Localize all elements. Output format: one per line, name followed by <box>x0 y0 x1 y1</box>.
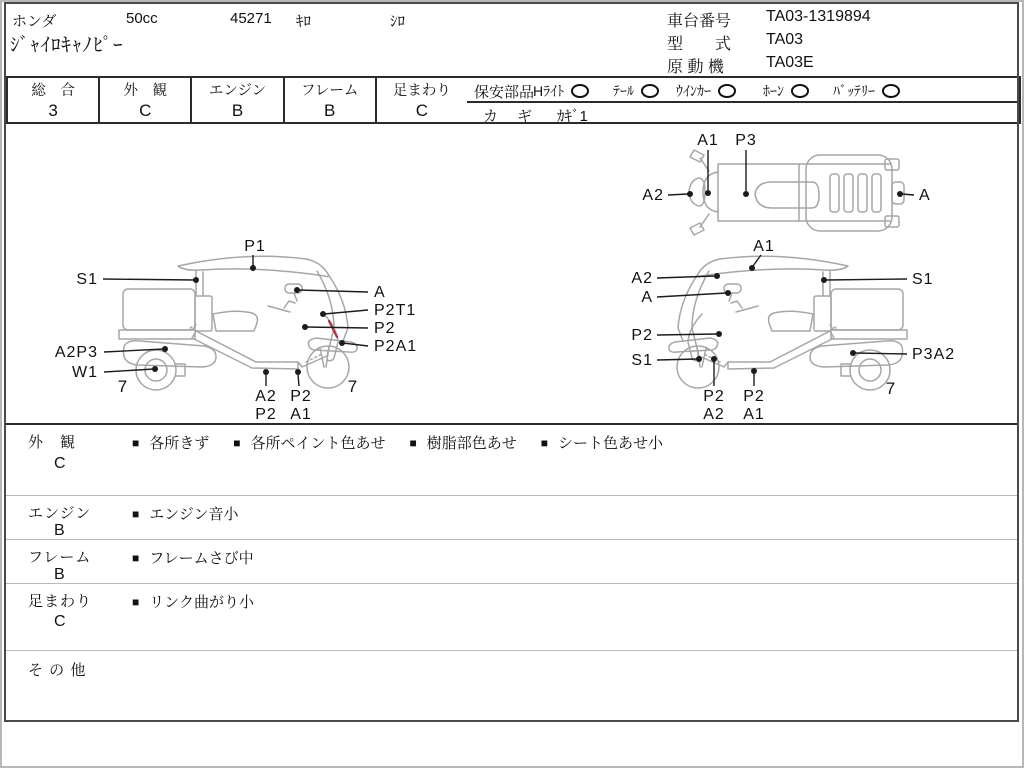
leader-dot <box>687 191 693 197</box>
leader-dot <box>751 368 757 374</box>
leader-dot <box>162 346 168 352</box>
damage-code-label: A2 <box>631 270 653 287</box>
engine-model-row <box>667 54 814 77</box>
safety-item-1 <box>613 81 659 101</box>
checked-square-icon: ■ <box>132 506 140 521</box>
rating-value: C <box>415 101 429 120</box>
leader-dot <box>821 277 827 283</box>
section-row-0 <box>6 423 1019 495</box>
damage-item <box>132 547 254 568</box>
chassis-number-label: 車台番号 <box>667 13 732 30</box>
rating-label: 総 合 <box>31 83 75 99</box>
displacement: 50cc <box>126 10 158 27</box>
damage-code-label: P2 <box>290 388 312 405</box>
top-view-labels <box>642 132 930 204</box>
leader-line <box>826 279 907 280</box>
maker-name: ホンダ <box>12 13 57 30</box>
safety-item-3 <box>763 81 809 101</box>
damage-code-label: P2 <box>374 320 396 337</box>
checked-square-icon: ■ <box>132 594 140 609</box>
damage-item <box>233 432 385 453</box>
checked-square-icon: ■ <box>409 435 417 450</box>
leader-dot <box>725 290 731 296</box>
damage-code-label: P3 <box>735 132 757 149</box>
damage-item-text: リンク曲がり小 <box>149 594 254 611</box>
damage-code-label: A <box>641 289 653 306</box>
section-grade: C <box>54 455 66 472</box>
damage-item-text: エンジン音小 <box>149 506 239 523</box>
ratings-table <box>6 76 469 124</box>
leader-line <box>657 276 715 278</box>
damage-code-label: P2T1 <box>374 302 417 319</box>
section-grade: C <box>54 613 66 630</box>
section-items <box>132 503 239 524</box>
ok-circle-icon <box>571 84 589 98</box>
damage-code-label: P2 <box>631 327 653 344</box>
mileage-unit: ｷﾛ <box>296 13 312 30</box>
leader-line <box>657 293 726 297</box>
damage-code-label: W1 <box>72 364 98 381</box>
leader-dot <box>850 350 856 356</box>
leader-dot <box>263 369 269 375</box>
condition-sections <box>6 423 1019 720</box>
section-items <box>132 591 254 612</box>
damage-code-label: P2 <box>255 406 277 423</box>
leader-line <box>855 353 907 354</box>
section-grade: B <box>54 566 65 583</box>
leader-line <box>668 194 688 195</box>
section-label: 足まわり <box>28 593 93 610</box>
vehicle-diagram <box>6 124 1021 423</box>
leader-dot <box>250 265 256 271</box>
section-items <box>132 547 254 568</box>
rating-label: フレーム <box>301 83 359 99</box>
damage-code-label: A <box>374 284 386 301</box>
damage-item <box>132 503 239 524</box>
damage-code-label: A2 <box>642 187 664 204</box>
leader-dot <box>339 340 345 346</box>
rating-value: B <box>231 101 244 120</box>
damage-item <box>132 432 209 453</box>
key-row <box>467 101 1019 124</box>
section-row-2 <box>6 539 1019 583</box>
damage-code-label: P3A2 <box>912 346 956 363</box>
damage-code-label: A2 <box>255 388 277 405</box>
safety-item-2 <box>676 81 736 101</box>
damage-code-label: A2 <box>703 406 725 423</box>
damage-code-label: P1 <box>244 238 266 255</box>
section-items <box>132 432 663 453</box>
rating-cell-2 <box>190 78 282 122</box>
top-view <box>689 150 904 235</box>
key-label: カ ギ <box>483 108 535 125</box>
leader-dot <box>714 273 720 279</box>
damage-code-label: P2A1 <box>374 338 418 355</box>
leader-line <box>902 194 914 195</box>
engine-model-value: TA03E <box>766 54 814 71</box>
rating-value: 3 <box>48 101 58 120</box>
ok-circle-icon <box>791 84 809 98</box>
rating-label: 外 観 <box>123 83 168 99</box>
section-row-1 <box>6 495 1019 539</box>
damage-code-label: S1 <box>631 352 653 369</box>
safety-item-label: ﾊﾞｯﾃﾘｰ <box>833 83 875 99</box>
leader-dot <box>711 356 717 362</box>
section-grade: B <box>54 522 65 539</box>
section-row-4 <box>6 650 1019 720</box>
damage-code-label: S1 <box>76 271 98 288</box>
model-type-row <box>667 31 803 54</box>
damage-code-label: A1 <box>743 406 765 423</box>
leader-line <box>298 290 368 292</box>
leader-dot <box>152 366 158 372</box>
rating-cell-3 <box>283 78 375 122</box>
damage-code-label: 7 <box>117 377 129 396</box>
ok-circle-icon <box>882 84 900 98</box>
leader-dot <box>716 331 722 337</box>
key-value: ｶｷﾞ1 <box>557 108 588 125</box>
damage-item-text: 樹脂部色あせ <box>426 435 517 452</box>
checked-square-icon: ■ <box>233 435 241 450</box>
leader-dot <box>696 356 702 362</box>
leader-dot <box>320 311 326 317</box>
leader-dot <box>193 277 199 283</box>
safety-parts-title: 保安部品 <box>474 84 535 101</box>
damage-code-label: 7 <box>347 377 359 396</box>
damage-item-text: 各所ペイント色あせ <box>250 435 386 452</box>
damage-item-text: 各所きず <box>149 435 210 452</box>
leader-dot <box>302 324 308 330</box>
damage-item <box>541 432 663 453</box>
color-code: ｼﾛ <box>390 13 406 30</box>
section-label: 外 観 <box>28 434 77 451</box>
engine-model-label: 原 動 機 <box>667 59 724 76</box>
chassis-number-value: TA03-1319894 <box>766 8 871 25</box>
damage-code-label: P2 <box>703 388 725 405</box>
safety-item-label: ﾃｰﾙ <box>613 83 634 99</box>
safety-item-label: Hﾗｲﾄ <box>533 83 565 99</box>
leader-line <box>298 374 299 386</box>
safety-parts-row <box>467 78 1019 101</box>
leader-dot <box>743 191 749 197</box>
checked-square-icon: ■ <box>540 435 549 450</box>
ok-circle-icon <box>718 84 736 98</box>
leader-dot <box>897 191 903 197</box>
safety-item-4 <box>833 81 900 101</box>
damage-code-label: P2 <box>743 388 765 405</box>
leader-line <box>657 334 717 335</box>
damage-item <box>132 591 254 612</box>
damage-code-label: A2P3 <box>54 344 98 361</box>
damage-code-label: A1 <box>753 238 775 255</box>
rating-label: 足まわり <box>392 83 451 99</box>
mileage-value: 45271 <box>230 10 272 27</box>
section-label: そ の 他 <box>28 662 87 679</box>
leader-line <box>103 279 195 280</box>
safety-item-label: ｳｲﾝｶｰ <box>676 83 711 99</box>
model-type-value: TA03 <box>766 31 804 48</box>
damage-code-label: A1 <box>290 406 312 423</box>
safety-item-0 <box>533 81 589 101</box>
rating-label: エンジン <box>208 83 267 99</box>
checked-square-icon: ■ <box>132 435 140 450</box>
leader-line <box>104 369 154 372</box>
model-name: ｼﾞｬｲﾛｷｬﾉﾋﾟｰ <box>10 35 124 56</box>
leader-line <box>657 359 697 360</box>
leader-dot <box>295 369 301 375</box>
damage-item-text: フレームさび中 <box>149 550 254 567</box>
chassis-number-row <box>667 8 871 31</box>
rating-cell-4 <box>375 78 467 122</box>
safety-item-label: ﾎｰﾝ <box>763 83 784 99</box>
damage-item-text: シート色あせ小 <box>558 435 664 452</box>
rating-cell-1 <box>98 78 190 122</box>
rating-value: B <box>324 101 336 120</box>
damage-code-label: 7 <box>885 379 897 398</box>
damage-item <box>410 432 517 453</box>
leader-dot <box>749 265 755 271</box>
leader-dot <box>705 190 711 196</box>
rating-cell-0 <box>8 78 98 122</box>
checked-square-icon: ■ <box>132 550 140 565</box>
damage-code-label: A1 <box>697 132 719 149</box>
vehicle-diagram-panel <box>6 124 1021 423</box>
section-row-3 <box>6 583 1019 650</box>
leader-line <box>306 327 368 328</box>
section-label: フレーム <box>28 549 92 566</box>
model-type-label: 型 式 <box>667 36 732 53</box>
leader-dot <box>294 287 300 293</box>
rating-value: C <box>139 101 152 120</box>
bottom-divider <box>4 720 1019 722</box>
damage-code-label: A <box>919 187 931 204</box>
section-label: エンジン <box>28 505 92 522</box>
safety-parts-box <box>467 76 1021 124</box>
ok-circle-icon <box>641 84 659 98</box>
damage-code-label: S1 <box>912 271 934 288</box>
